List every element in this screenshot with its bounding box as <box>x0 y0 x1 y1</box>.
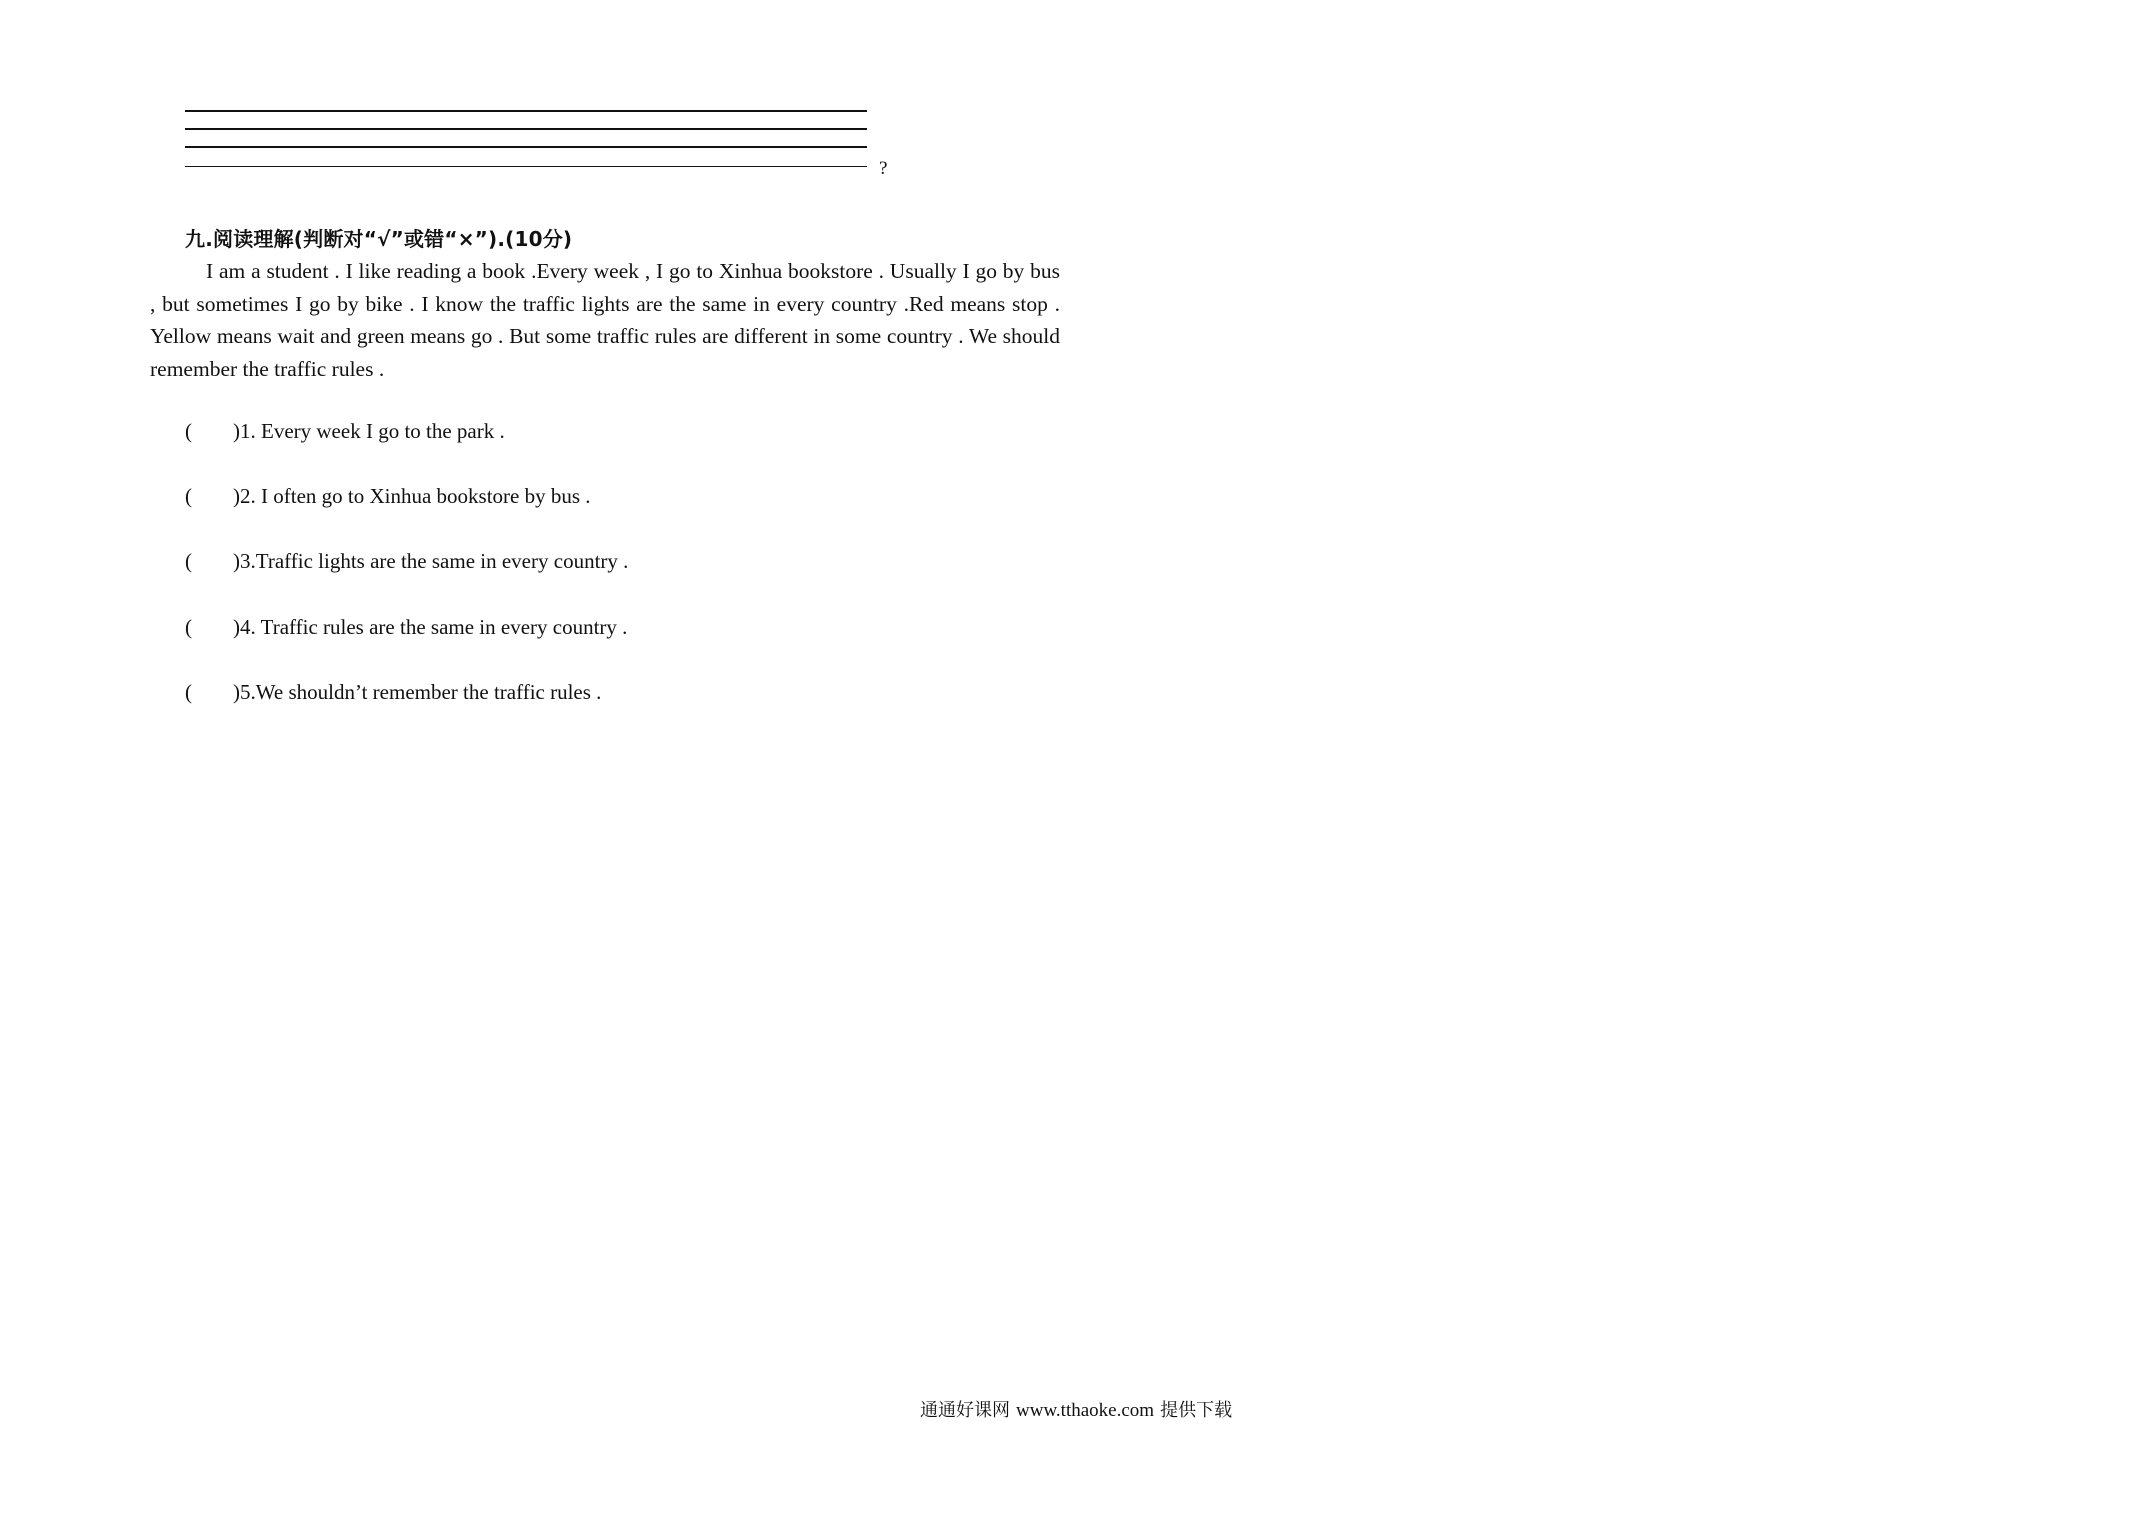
answer-blank-close: ) <box>233 615 240 639</box>
question-text: 3.Traffic lights are the same in every country . <box>240 549 629 573</box>
answer-blank-close: ) <box>233 680 240 704</box>
answer-blank-open[interactable]: ( <box>185 680 192 704</box>
footer-url-link[interactable]: www.tthaoke.com <box>1016 1400 1155 1421</box>
answer-blank-open[interactable]: ( <box>185 484 192 508</box>
page-footer <box>920 1396 1232 1422</box>
section-title: 九.阅读理解(判断对“√”或错“×”).(10分) <box>185 227 573 251</box>
answer-blank-close: ) <box>233 419 240 443</box>
answer-line[interactable] <box>185 110 867 112</box>
answer-blank-open[interactable]: ( <box>185 419 192 443</box>
answer-blank-open[interactable]: ( <box>185 549 192 573</box>
answer-line[interactable] <box>185 146 867 148</box>
reading-passage: I am a student . I like reading a book .Every week , I go to Xinhua bookstore . Usually I go by bus , but sometimes I go by bike . I know the traffic lights are the same in every country .Red means stop . Yellow means wait and green means go . But some traffic rules are different in some country . We should remember the traffic rules . <box>150 259 1060 381</box>
question-item <box>185 484 885 514</box>
question-mark: ? <box>879 158 888 179</box>
answer-line[interactable] <box>185 128 867 130</box>
footer-suffix: 提供下载 <box>1160 1400 1233 1421</box>
answer-lines <box>185 108 905 178</box>
question-text: 4. Traffic rules are the same in every country . <box>240 615 628 639</box>
footer-site-name: 通通好课网 <box>920 1400 1010 1421</box>
answer-blank-close: ) <box>233 484 240 508</box>
question-item <box>185 615 885 645</box>
question-text: 1. Every week I go to the park . <box>240 419 505 443</box>
question-item <box>185 419 885 449</box>
answer-line[interactable] <box>185 166 867 167</box>
question-text: 2. I often go to Xinhua bookstore by bus . <box>240 484 591 508</box>
question-text: 5.We shouldn’t remember the traffic rules . <box>240 680 602 704</box>
question-item <box>185 680 885 710</box>
answer-blank-close: ) <box>233 549 240 573</box>
answer-blank-open[interactable]: ( <box>185 615 192 639</box>
question-item <box>185 549 885 579</box>
